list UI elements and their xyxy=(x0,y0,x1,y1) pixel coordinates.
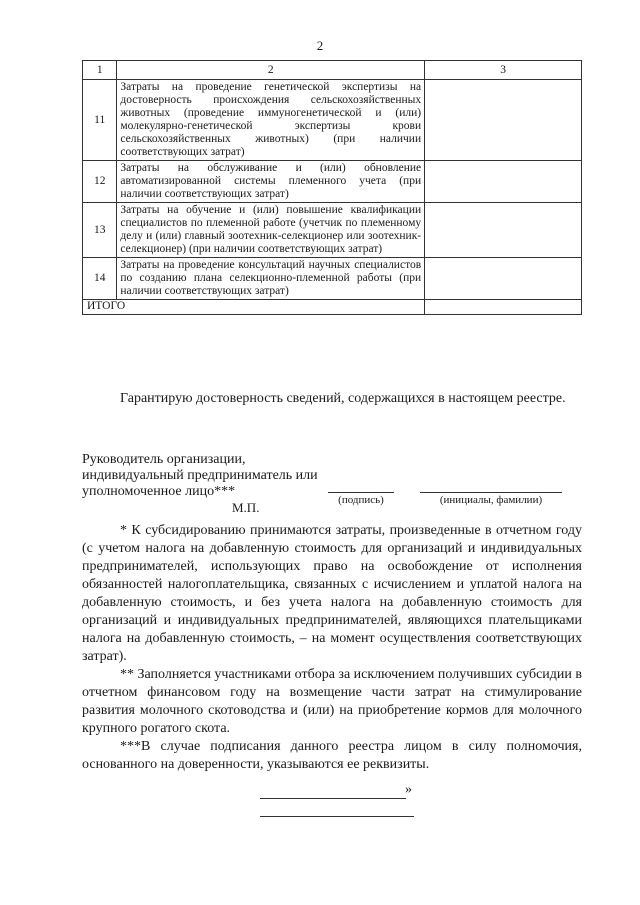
table-row xyxy=(83,80,582,161)
table-row xyxy=(83,258,582,300)
footnote: * К субсидированию принимаются затраты, произведенные в отчетном году (с учетом налога на добавленную стоимость для организаций и индивидуальных предпринимателей, использующих право на освобождение от исполнения обязанностей налогоплательщика, связанных с исчислением и уплатой налога на добавленную стоимость, и без учета налога на добавленную стоимость для организаций и индивидуальных предпринимателей, являющихся плательщиками налога на добавленную стоимость, – на момент осуществления соответствующих затрат). xyxy=(82,523,582,664)
signer-line: уполномоченное лицо*** xyxy=(82,484,236,499)
row-value-cell xyxy=(425,161,582,203)
row-number: 14 xyxy=(83,258,117,300)
table-row xyxy=(83,203,582,258)
total-row xyxy=(83,300,582,315)
row-number: 13 xyxy=(83,203,117,258)
signature-line: (подпись) xyxy=(328,492,394,506)
row-number: 11 xyxy=(83,80,117,161)
signer-line: Руководитель организации, xyxy=(82,452,246,467)
name-line: (инициалы, фамилии) xyxy=(420,492,562,506)
footnote: ***В случае подписания данного реестра лицом в силу полномочия, основанного на доверенности, указываются ее реквизиты. xyxy=(82,739,582,772)
row-value-cell xyxy=(425,80,582,161)
row-value-cell xyxy=(425,258,582,300)
blank-line xyxy=(260,798,406,799)
column-header: 1 xyxy=(83,61,117,80)
row-description: Затраты на проведение генетической экспертизы на достоверность происхождения сельскохозяйственных животных (проведение иммуногенетической и (или) молекулярно-генетической экспертизы крови сельскохозяйственных животных) (при наличии соответствующих затрат) xyxy=(117,80,425,161)
total-value-cell xyxy=(425,300,582,315)
closing-quote: » xyxy=(405,782,412,797)
footnotes xyxy=(82,522,582,774)
table-header-row xyxy=(83,61,582,80)
column-header: 2 xyxy=(117,61,425,80)
page-number: 2 xyxy=(316,38,324,53)
total-label: ИТОГО xyxy=(83,300,425,315)
signer-block xyxy=(82,452,342,500)
guarantee-statement: Гарантирую достоверность сведений, содержащихся в настоящем реестре. xyxy=(120,391,566,406)
table-row xyxy=(83,161,582,203)
row-value-cell xyxy=(425,203,582,258)
stamp-place-label: М.П. xyxy=(232,500,260,515)
row-description: Затраты на обучение и (или) повышение квалификации специалистов по племенной работе (учетчик по племенному делу и (или) главный зоотехник-селекционер или зоотехник-селекционер) (при наличии соответствующих затрат) xyxy=(117,203,425,258)
footnote: ** Заполняется участниками отбора за исключением получивших субсидии в отчетном финансовом году на возмещение части затрат на стимулирование развития молочного скотоводства и (или) на приобретение кормов для молочного крупного рогатого скота. xyxy=(82,667,582,736)
row-description: Затраты на проведение консультаций научных специалистов по созданию плана селекционно-племенной работы (при наличии соответствующих затрат) xyxy=(117,258,425,300)
reestr-table xyxy=(82,60,582,315)
blank-line xyxy=(260,816,414,817)
column-header: 3 xyxy=(425,61,582,80)
row-description: Затраты на обслуживание и (или) обновление автоматизированной системы племенного учета (при наличии соответствующих затрат) xyxy=(117,161,425,203)
row-number: 12 xyxy=(83,161,117,203)
signer-line: индивидуальный предприниматель или xyxy=(82,468,318,483)
